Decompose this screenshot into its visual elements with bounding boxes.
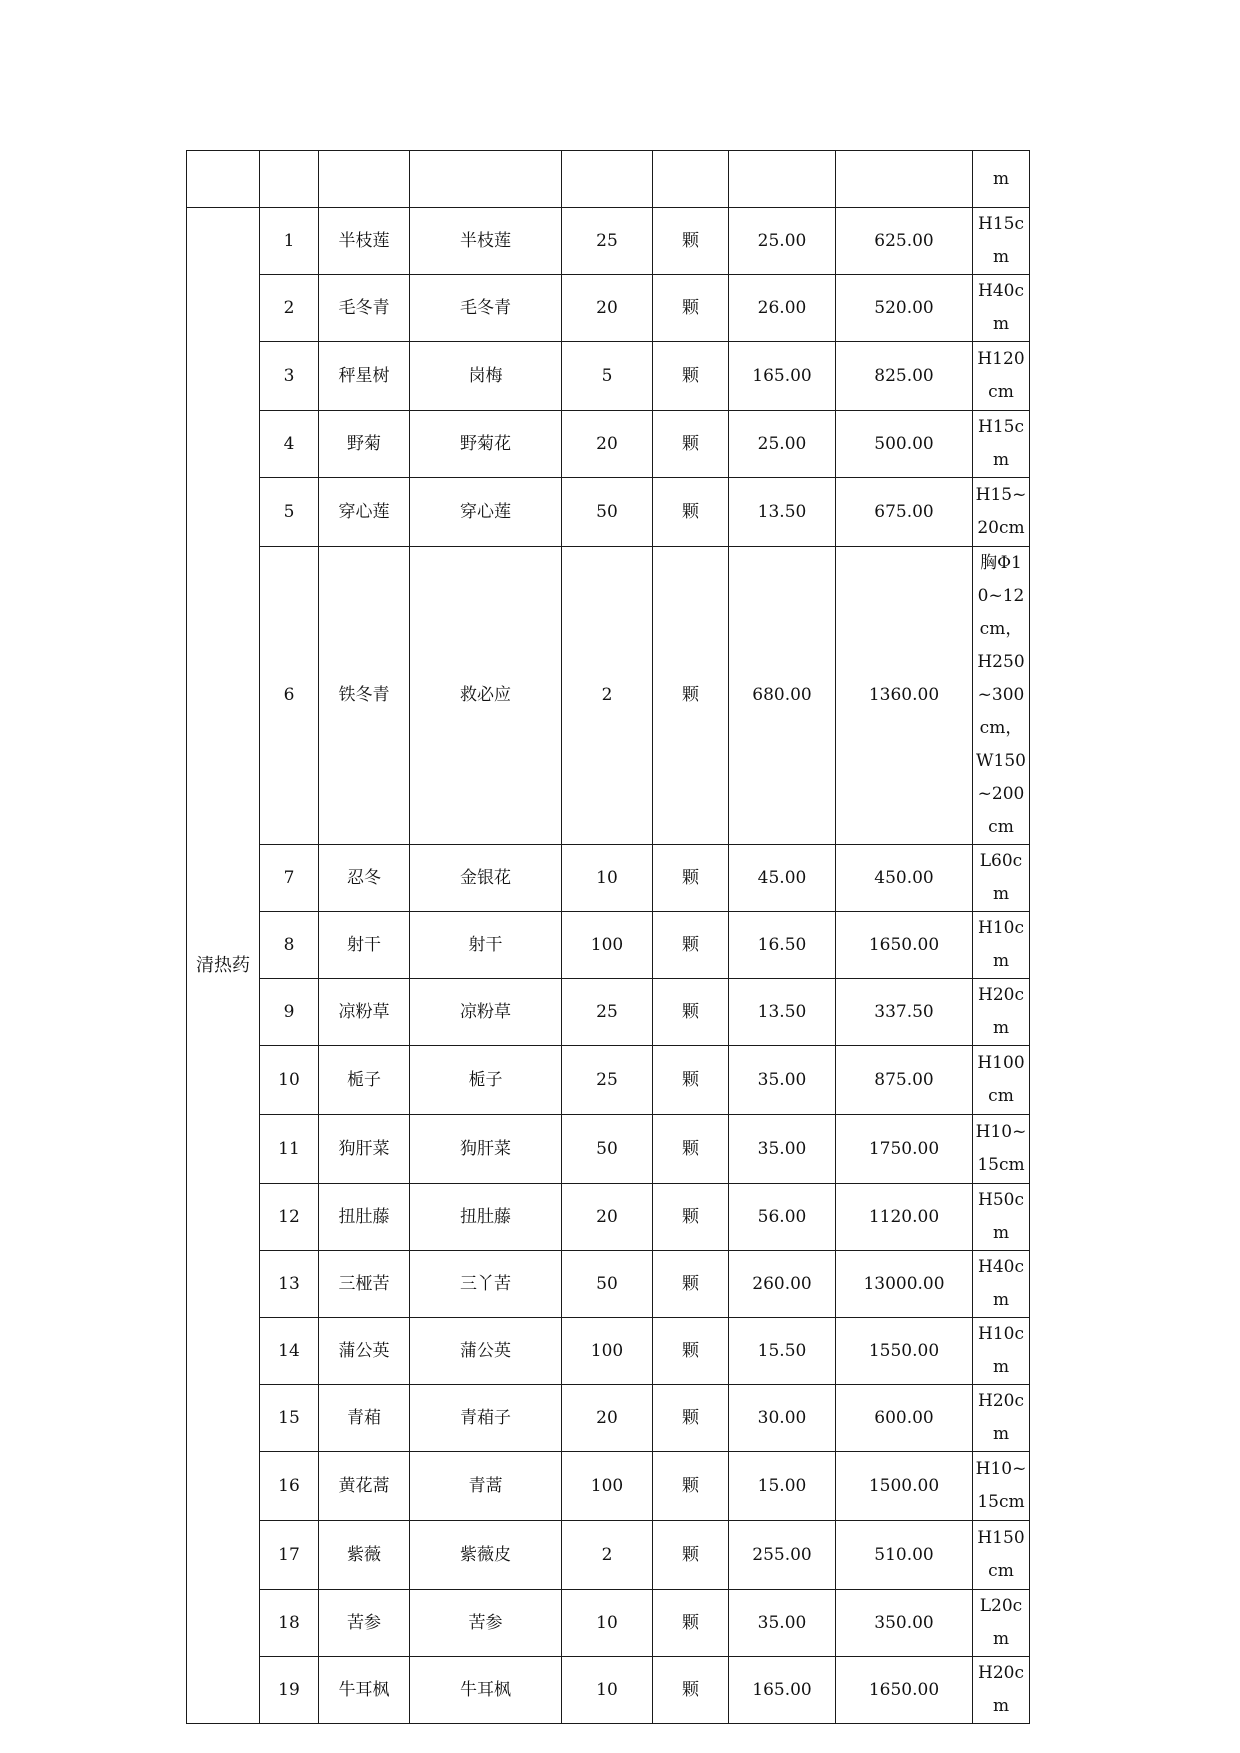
cell-name: 蒲公英 <box>319 1318 410 1385</box>
cell-no-empty <box>260 151 319 208</box>
cell-herb: 金银花 <box>410 845 562 912</box>
cell-total: 350.00 <box>836 1590 973 1657</box>
cell-herb-empty <box>410 151 562 208</box>
cell-unit: 颗 <box>653 1184 729 1251</box>
cell-herb: 救必应 <box>410 547 562 845</box>
cell-price: 680.00 <box>729 547 836 845</box>
cell-name: 铁冬青 <box>319 547 410 845</box>
cell-name: 射干 <box>319 912 410 979</box>
cell-name: 野菊 <box>319 411 410 478</box>
table-body <box>187 151 1030 1724</box>
cell-total: 825.00 <box>836 342 973 411</box>
table-row <box>187 912 1030 979</box>
table-row <box>187 1452 1030 1521</box>
cell-unit: 颗 <box>653 208 729 275</box>
cell-qty: 20 <box>562 1184 653 1251</box>
cell-unit: 颗 <box>653 845 729 912</box>
cell-spec: H120cm <box>973 342 1030 411</box>
cell-total: 675.00 <box>836 478 973 547</box>
cell-spec: H20cm <box>973 1385 1030 1452</box>
cell-herb: 毛冬青 <box>410 275 562 342</box>
cell-price: 16.50 <box>729 912 836 979</box>
continuation-row <box>187 151 1030 208</box>
cell-total: 1120.00 <box>836 1184 973 1251</box>
cell-price: 13.50 <box>729 979 836 1046</box>
cell-name: 扭肚藤 <box>319 1184 410 1251</box>
cell-name: 青葙 <box>319 1385 410 1452</box>
cell-name: 忍冬 <box>319 845 410 912</box>
cell-price: 35.00 <box>729 1046 836 1115</box>
cell-no: 15 <box>260 1385 319 1452</box>
table-row <box>187 342 1030 411</box>
table-row <box>187 845 1030 912</box>
cell-unit: 颗 <box>653 1521 729 1590</box>
cell-price: 15.50 <box>729 1318 836 1385</box>
cell-herb: 青葙子 <box>410 1385 562 1452</box>
table-row <box>187 275 1030 342</box>
cell-qty: 100 <box>562 912 653 979</box>
cell-total: 450.00 <box>836 845 973 912</box>
cell-name: 秤星树 <box>319 342 410 411</box>
cell-no: 7 <box>260 845 319 912</box>
cell-qty: 20 <box>562 411 653 478</box>
cell-herb: 凉粉草 <box>410 979 562 1046</box>
cell-qty: 10 <box>562 845 653 912</box>
table-row <box>187 411 1030 478</box>
cell-name: 牛耳枫 <box>319 1657 410 1724</box>
cell-qty: 20 <box>562 275 653 342</box>
cell-spec: H150cm <box>973 1521 1030 1590</box>
cell-qty: 2 <box>562 1521 653 1590</box>
cell-total-empty <box>836 151 973 208</box>
cell-name: 三桠苦 <box>319 1251 410 1318</box>
cell-total: 13000.00 <box>836 1251 973 1318</box>
cell-no: 4 <box>260 411 319 478</box>
cell-price: 25.00 <box>729 208 836 275</box>
cell-herb: 栀子 <box>410 1046 562 1115</box>
cell-herb: 紫薇皮 <box>410 1521 562 1590</box>
cell-name: 狗肝菜 <box>319 1115 410 1184</box>
category-cell: 清热药 <box>187 208 260 1724</box>
cell-herb: 岗梅 <box>410 342 562 411</box>
cell-total: 1750.00 <box>836 1115 973 1184</box>
cell-price: 25.00 <box>729 411 836 478</box>
table-row <box>187 1657 1030 1724</box>
cell-total: 337.50 <box>836 979 973 1046</box>
cell-herb: 野菊花 <box>410 411 562 478</box>
cell-no: 3 <box>260 342 319 411</box>
cell-total: 1550.00 <box>836 1318 973 1385</box>
cell-unit: 颗 <box>653 912 729 979</box>
cell-spec: H10cm <box>973 912 1030 979</box>
cell-qty: 50 <box>562 478 653 547</box>
cell-price: 45.00 <box>729 845 836 912</box>
table-row <box>187 1115 1030 1184</box>
cell-name: 半枝莲 <box>319 208 410 275</box>
cell-spec: H20cm <box>973 979 1030 1046</box>
table-row <box>187 478 1030 547</box>
cell-price: 13.50 <box>729 478 836 547</box>
cell-unit: 颗 <box>653 547 729 845</box>
cell-price: 255.00 <box>729 1521 836 1590</box>
cell-spec: H15cm <box>973 411 1030 478</box>
cell-unit: 颗 <box>653 1385 729 1452</box>
cell-qty: 100 <box>562 1318 653 1385</box>
cell-no: 10 <box>260 1046 319 1115</box>
cell-total: 1650.00 <box>836 912 973 979</box>
cell-no: 16 <box>260 1452 319 1521</box>
cell-no: 19 <box>260 1657 319 1724</box>
cell-price: 35.00 <box>729 1590 836 1657</box>
cell-unit: 颗 <box>653 478 729 547</box>
cell-unit: 颗 <box>653 275 729 342</box>
table-row <box>187 1318 1030 1385</box>
cell-name: 紫薇 <box>319 1521 410 1590</box>
cell-spec: L20cm <box>973 1590 1030 1657</box>
cell-herb: 苦参 <box>410 1590 562 1657</box>
table-row <box>187 1184 1030 1251</box>
cell-qty: 5 <box>562 342 653 411</box>
cell-herb: 射干 <box>410 912 562 979</box>
cell-unit: 颗 <box>653 1251 729 1318</box>
cell-price: 35.00 <box>729 1115 836 1184</box>
cell-unit: 颗 <box>653 1046 729 1115</box>
cell-spec: H15~20cm <box>973 478 1030 547</box>
cell-total: 600.00 <box>836 1385 973 1452</box>
cell-unit: 颗 <box>653 1452 729 1521</box>
table-row <box>187 208 1030 275</box>
cell-name: 毛冬青 <box>319 275 410 342</box>
cell-herb: 蒲公英 <box>410 1318 562 1385</box>
table-row <box>187 547 1030 845</box>
cell-price: 30.00 <box>729 1385 836 1452</box>
cell-no: 5 <box>260 478 319 547</box>
cell-category-empty <box>187 151 260 208</box>
cell-spec: H10~15cm <box>973 1115 1030 1184</box>
cell-spec: L60cm <box>973 845 1030 912</box>
cell-unit-empty <box>653 151 729 208</box>
cell-herb: 半枝莲 <box>410 208 562 275</box>
cell-herb: 三丫苦 <box>410 1251 562 1318</box>
cell-unit: 颗 <box>653 1657 729 1724</box>
cell-qty: 25 <box>562 979 653 1046</box>
cell-unit: 颗 <box>653 979 729 1046</box>
cell-unit: 颗 <box>653 1115 729 1184</box>
cell-name: 栀子 <box>319 1046 410 1115</box>
cell-total: 500.00 <box>836 411 973 478</box>
cell-no: 12 <box>260 1184 319 1251</box>
cell-total: 1500.00 <box>836 1452 973 1521</box>
cell-price: 165.00 <box>729 342 836 411</box>
cell-total: 1650.00 <box>836 1657 973 1724</box>
cell-total: 520.00 <box>836 275 973 342</box>
cell-qty: 2 <box>562 547 653 845</box>
table-row <box>187 1385 1030 1452</box>
cell-qty: 10 <box>562 1590 653 1657</box>
cell-herb: 穿心莲 <box>410 478 562 547</box>
cell-herb: 狗肝菜 <box>410 1115 562 1184</box>
cell-unit: 颗 <box>653 1590 729 1657</box>
cell-spec-continuation: m <box>973 151 1030 208</box>
cell-herb: 扭肚藤 <box>410 1184 562 1251</box>
cell-spec: 胸Φ10~12cm，H250~300cm，W150~200cm <box>973 547 1030 845</box>
cell-total: 1360.00 <box>836 547 973 845</box>
cell-name: 黄花蒿 <box>319 1452 410 1521</box>
table-row <box>187 1521 1030 1590</box>
cell-qty: 25 <box>562 1046 653 1115</box>
cell-name: 穿心莲 <box>319 478 410 547</box>
cell-spec: H40cm <box>973 275 1030 342</box>
cell-total: 510.00 <box>836 1521 973 1590</box>
cell-price: 260.00 <box>729 1251 836 1318</box>
cell-qty: 25 <box>562 208 653 275</box>
cell-total: 625.00 <box>836 208 973 275</box>
cell-no: 14 <box>260 1318 319 1385</box>
cell-qty: 10 <box>562 1657 653 1724</box>
cell-no: 11 <box>260 1115 319 1184</box>
cell-spec: H50cm <box>973 1184 1030 1251</box>
table-row <box>187 1590 1030 1657</box>
cell-spec: H10~15cm <box>973 1452 1030 1521</box>
cell-no: 17 <box>260 1521 319 1590</box>
cell-spec: H40cm <box>973 1251 1030 1318</box>
cell-qty: 50 <box>562 1251 653 1318</box>
cell-no: 2 <box>260 275 319 342</box>
cell-no: 6 <box>260 547 319 845</box>
cell-herb: 青蒿 <box>410 1452 562 1521</box>
cell-total: 875.00 <box>836 1046 973 1115</box>
cell-price: 165.00 <box>729 1657 836 1724</box>
table-row <box>187 1046 1030 1115</box>
plant-table <box>186 150 1030 1724</box>
cell-price: 26.00 <box>729 275 836 342</box>
table-row <box>187 979 1030 1046</box>
cell-qty: 20 <box>562 1385 653 1452</box>
cell-price: 56.00 <box>729 1184 836 1251</box>
cell-name: 苦参 <box>319 1590 410 1657</box>
cell-no: 1 <box>260 208 319 275</box>
cell-unit: 颗 <box>653 342 729 411</box>
cell-no: 13 <box>260 1251 319 1318</box>
cell-unit: 颗 <box>653 1318 729 1385</box>
cell-price: 15.00 <box>729 1452 836 1521</box>
cell-qty-empty <box>562 151 653 208</box>
cell-spec: H20cm <box>973 1657 1030 1724</box>
cell-qty: 100 <box>562 1452 653 1521</box>
cell-unit: 颗 <box>653 411 729 478</box>
cell-name-empty <box>319 151 410 208</box>
cell-spec: H10cm <box>973 1318 1030 1385</box>
cell-no: 8 <box>260 912 319 979</box>
cell-qty: 50 <box>562 1115 653 1184</box>
cell-herb: 牛耳枫 <box>410 1657 562 1724</box>
cell-spec: H15cm <box>973 208 1030 275</box>
table-row <box>187 1251 1030 1318</box>
cell-name: 凉粉草 <box>319 979 410 1046</box>
cell-no: 18 <box>260 1590 319 1657</box>
cell-price-empty <box>729 151 836 208</box>
cell-spec: H100cm <box>973 1046 1030 1115</box>
cell-no: 9 <box>260 979 319 1046</box>
